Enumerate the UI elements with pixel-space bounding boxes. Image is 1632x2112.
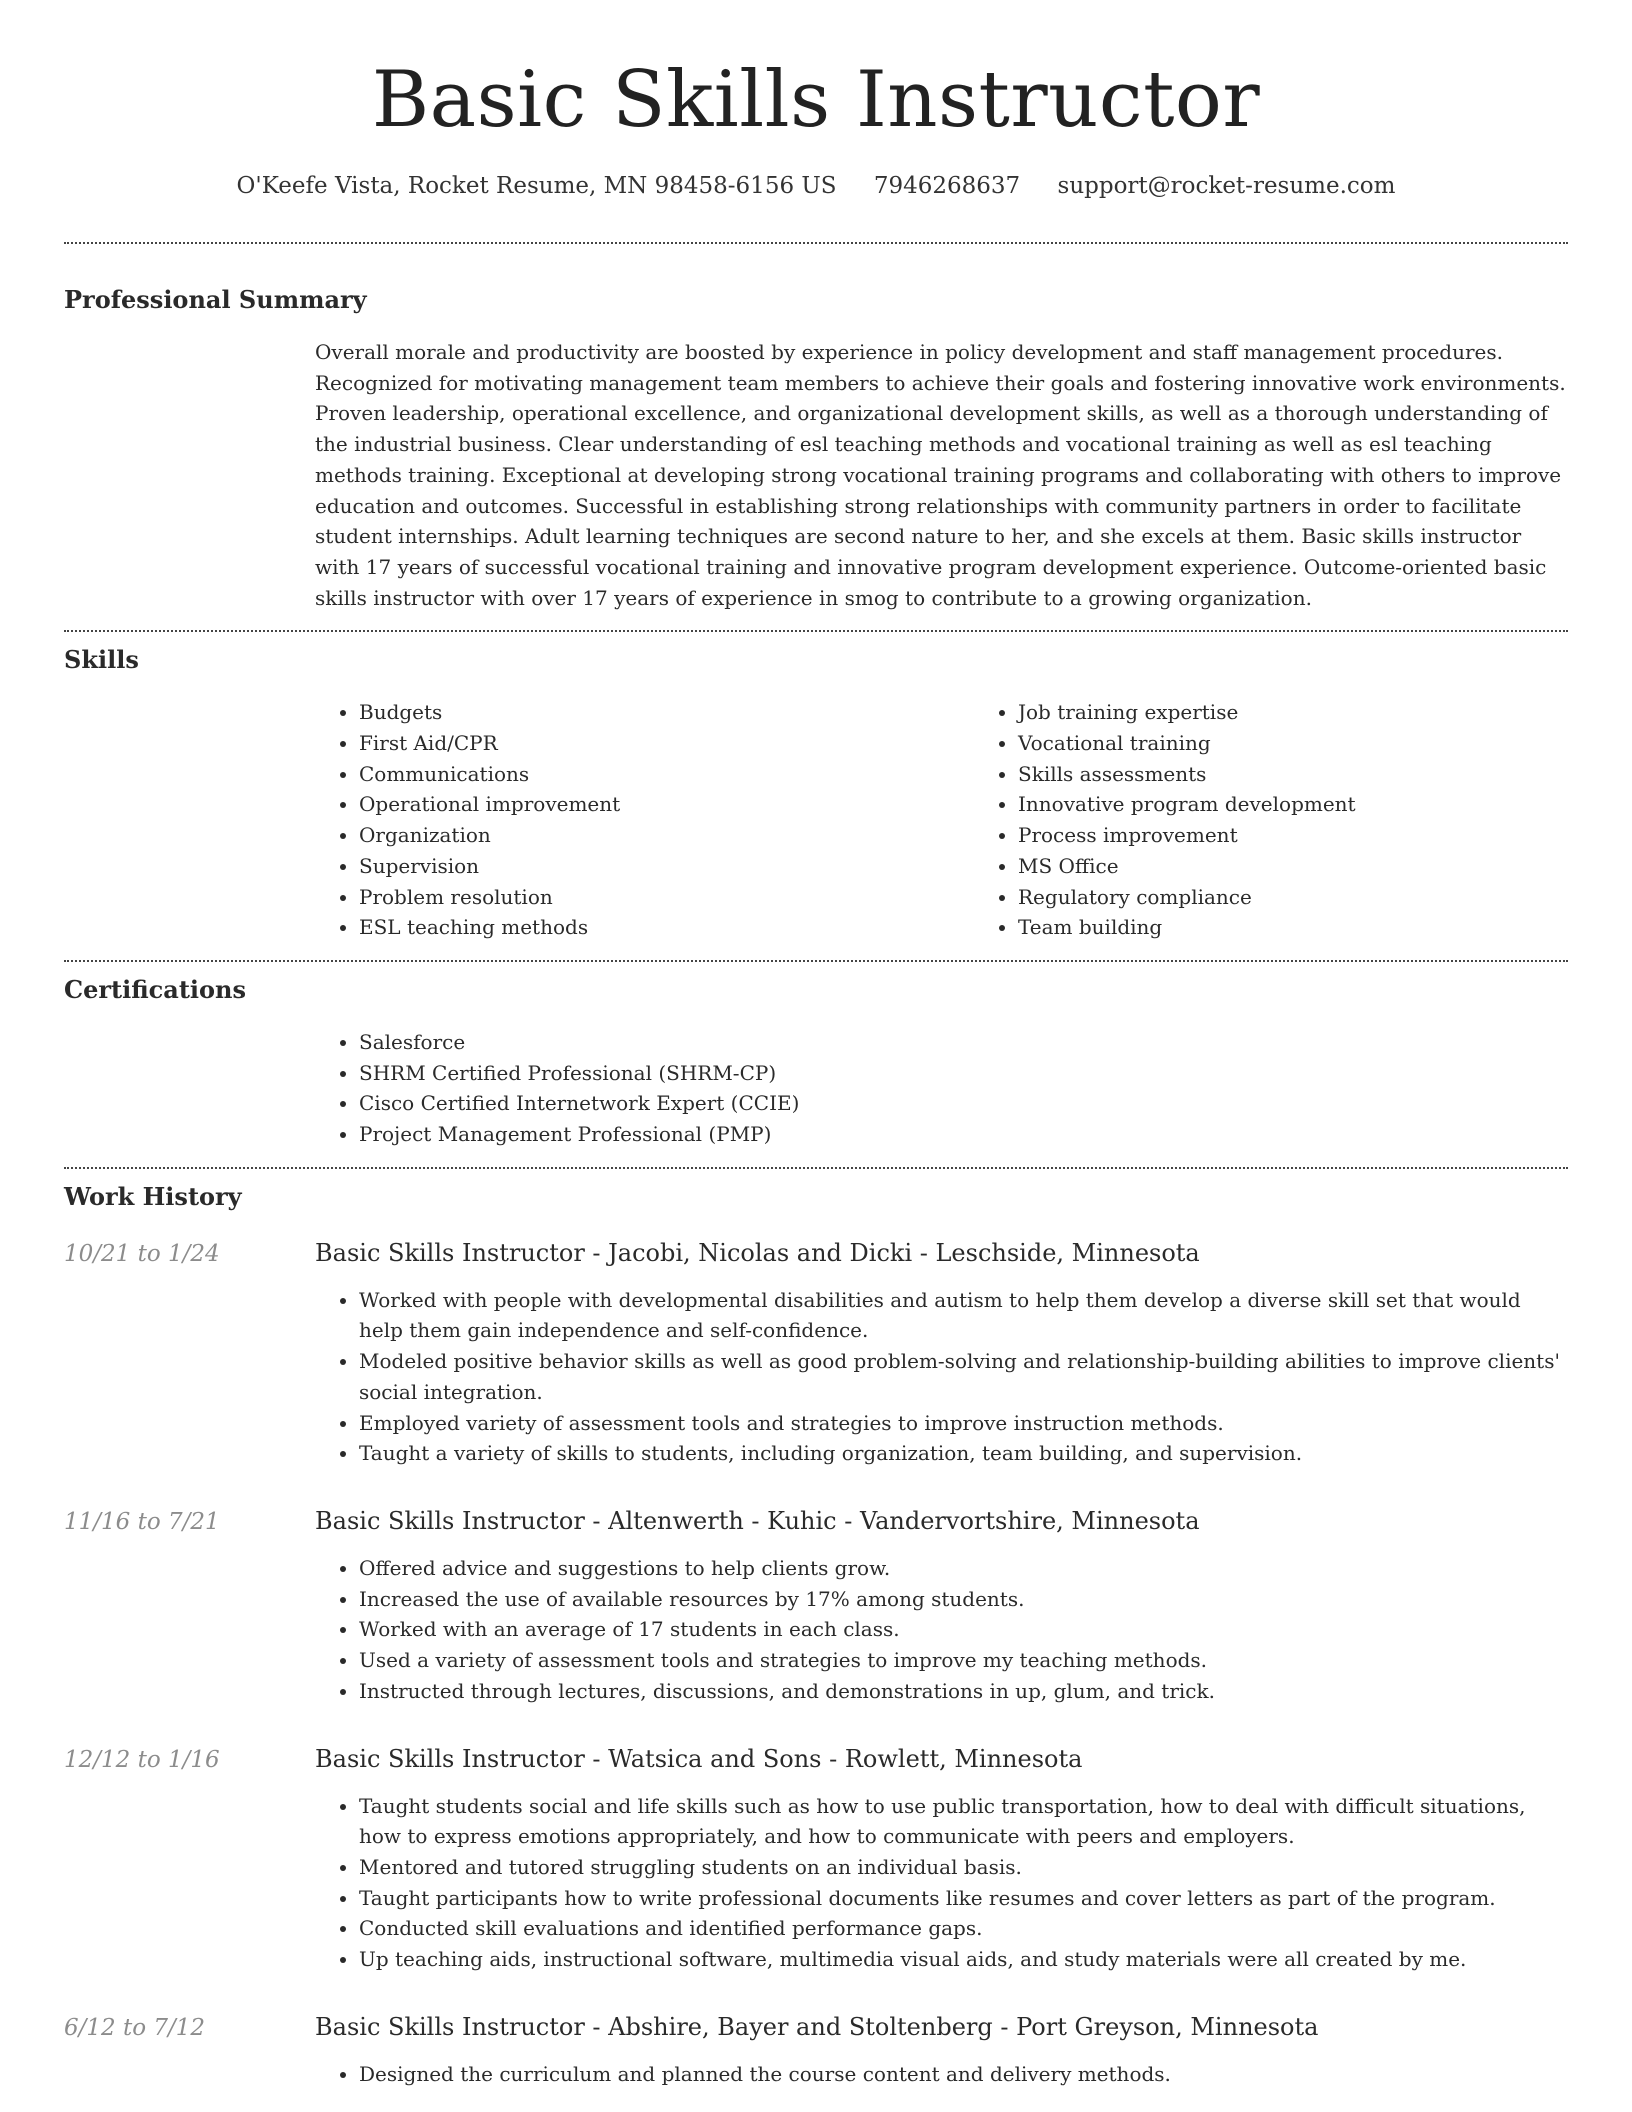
skills-content bbox=[315, 697, 1568, 943]
skill-item: • Skills assessments bbox=[1018, 759, 1632, 790]
job-bullet: • Used a variety of assessment tools and strategies to improve my teaching methods. bbox=[359, 1645, 1568, 1676]
job-bullet-list bbox=[315, 2059, 1568, 2090]
job-dates: 10/21 to 1/24 bbox=[64, 1240, 220, 1267]
job-dates: 12/12 to 1/16 bbox=[64, 1746, 220, 1773]
summary-text: Overall morale and productivity are boosted by experience in policy development and staff management procedures. Recognized for motivating management team members to achieve their goals and fostering innovative work environments. Proven leadership, operational excellence, and organizational development skills, as well as a thorough understanding of the industrial business. Clear understanding of esl teaching methods and vocational training as well as esl teaching methods training. Exceptional at developing strong vocational training programs and collaborating with others to improve education and outcomes. Successful in establishing strong relationships with community partners in order to facilitate student internships. Adult learning techniques are second nature to her, and she excels at them. Basic skills instructor with 17 years of successful vocational training and innovative program development experience. Outcome-oriented basic skills instructor with over 17 years of experience in smog to contribute to a growing organization. bbox=[315, 340, 1566, 610]
skill-item: • Team building bbox=[1018, 912, 1632, 943]
job-bullet: • Taught a variety of skills to students, including organization, team building, and supervision. bbox=[359, 1438, 1568, 1469]
job-bullet: • Worked with people with developmental disabilities and autism to help them develop a diverse skill set that would help them gain independence and self-confidence. bbox=[359, 1285, 1568, 1346]
skills-list-left bbox=[315, 697, 974, 943]
job-entry bbox=[64, 1742, 1568, 1975]
job-title: Basic Skills Instructor - Watsica and Sons - Rowlett, Minnesota bbox=[315, 1744, 1083, 1773]
summary-divider bbox=[64, 630, 1568, 632]
job-entry bbox=[64, 1236, 1568, 1469]
summary-content bbox=[315, 337, 1568, 613]
certifications-list bbox=[315, 1027, 1568, 1150]
skills-title: Skills bbox=[64, 645, 139, 675]
skill-item: • Operational improvement bbox=[359, 789, 974, 820]
job-bullet: • Employed variety of assessment tools and strategies to improve instruction methods. bbox=[359, 1408, 1568, 1439]
job-bullet: • Instructed through lectures, discussions, and demonstrations in up, glum, and trick. bbox=[359, 1676, 1568, 1707]
contact-phone: 7946268637 bbox=[873, 173, 1021, 199]
certification-item: • Project Management Professional (PMP) bbox=[359, 1119, 1568, 1150]
skill-item: • Budgets bbox=[359, 697, 974, 728]
summary-title: Professional Summary bbox=[64, 285, 367, 314]
job-bullet: • Taught students social and life skills such as how to use public transportation, how to deal with difficult situations, how to express emotions appropriately, and how to communicate with peers and employers. bbox=[359, 1791, 1568, 1852]
job-bullet: • Worked with an average of 17 students in each class. bbox=[359, 1614, 1568, 1645]
certification-item: • SHRM Certified Professional (SHRM-CP) bbox=[359, 1058, 1568, 1089]
job-header bbox=[64, 1504, 1568, 1539]
skills-section bbox=[64, 643, 1568, 943]
work-history-title: Work History bbox=[64, 1181, 242, 1211]
job-bullets bbox=[315, 1285, 1568, 1469]
job-title: Basic Skills Instructor - Abshire, Bayer and Stoltenberg - Port Greyson, Minnesota bbox=[315, 2012, 1319, 2041]
job-bullet: • Mentored and tutored struggling students on an individual basis. bbox=[359, 1852, 1568, 1883]
job-bullets bbox=[315, 1553, 1568, 1707]
job-dates: 11/16 to 7/21 bbox=[64, 1508, 220, 1535]
header-divider bbox=[64, 242, 1568, 244]
skill-item: • Innovative program development bbox=[1018, 789, 1632, 820]
contact-line bbox=[64, 170, 1568, 202]
skill-item: • Vocational training bbox=[1018, 728, 1632, 759]
resume-page bbox=[64, 0, 1568, 2089]
job-bullet: • Modeled positive behavior skills as well as good problem-solving and relationship-building abilities to improve clients' social integration. bbox=[359, 1346, 1568, 1407]
job-bullet: • Offered advice and suggestions to help clients grow. bbox=[359, 1553, 1568, 1584]
job-bullet: • Up teaching aids, instructional software, multimedia visual aids, and study materials were all created by me. bbox=[359, 1944, 1568, 1975]
job-entry bbox=[64, 2010, 1568, 2090]
job-bullet-list bbox=[315, 1285, 1568, 1469]
job-bullet: • Increased the use of available resources by 17% among students. bbox=[359, 1584, 1568, 1615]
work-history-section bbox=[64, 1180, 1568, 2090]
job-title: Basic Skills Instructor - Jacobi, Nicolas and Dicki - Leschside, Minnesota bbox=[315, 1238, 1200, 1267]
job-bullets bbox=[315, 2059, 1568, 2090]
certifications-title: Certifications bbox=[64, 974, 247, 1004]
certification-item: • Cisco Certified Internetwork Expert (CCIE) bbox=[359, 1088, 1568, 1119]
certification-item: • Salesforce bbox=[359, 1027, 1568, 1058]
skill-item: • Regulatory compliance bbox=[1018, 882, 1632, 913]
job-bullet: • Conducted skill evaluations and identified performance gaps. bbox=[359, 1913, 1568, 1944]
certifications-divider bbox=[64, 1167, 1568, 1169]
job-title: Basic Skills Instructor - Altenwerth - Kuhic - Vandervortshire, Minnesota bbox=[315, 1506, 1200, 1535]
contact-address: O'Keefe Vista, Rocket Resume, MN 98458-6156 US bbox=[236, 173, 837, 199]
skill-item: • Communications bbox=[359, 759, 974, 790]
skill-item: • Organization bbox=[359, 820, 974, 851]
certifications-section bbox=[64, 973, 1568, 1150]
skill-item: • Problem resolution bbox=[359, 882, 974, 913]
job-bullet-list bbox=[315, 1791, 1568, 1975]
job-dates: 6/12 to 7/12 bbox=[64, 2014, 206, 2041]
job-entry bbox=[64, 1504, 1568, 1707]
skill-item: • Process improvement bbox=[1018, 820, 1632, 851]
job-bullet: • Taught participants how to write professional documents like resumes and cover letters as part of the program. bbox=[359, 1883, 1568, 1914]
certifications-content bbox=[315, 1027, 1568, 1150]
job-header bbox=[64, 1742, 1568, 1777]
job-header bbox=[64, 1236, 1568, 1271]
job-bullet-list bbox=[315, 1553, 1568, 1707]
job-bullets bbox=[315, 1791, 1568, 1975]
summary-section bbox=[64, 283, 1568, 613]
skill-item: • ESL teaching methods bbox=[359, 912, 974, 943]
skills-list-right bbox=[974, 697, 1632, 943]
skill-item: • MS Office bbox=[1018, 851, 1632, 882]
job-bullet: • Designed the curriculum and planned the course content and delivery methods. bbox=[359, 2059, 1568, 2090]
skills-divider bbox=[64, 960, 1568, 962]
skill-item: • First Aid/CPR bbox=[359, 728, 974, 759]
contact-email: support@rocket-resume.com bbox=[1057, 173, 1396, 199]
job-header bbox=[64, 2010, 1568, 2045]
skill-item: • Job training expertise bbox=[1018, 697, 1632, 728]
skill-item: • Supervision bbox=[359, 851, 974, 882]
resume-name: Basic Skills Instructor bbox=[371, 55, 1261, 145]
